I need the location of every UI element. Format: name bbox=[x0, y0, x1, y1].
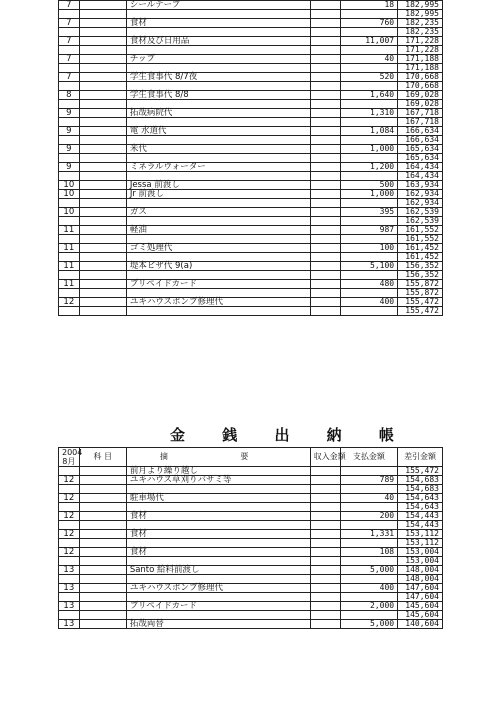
expense-cell: 1,200 bbox=[340, 163, 397, 172]
description-cell: プリペイドカード bbox=[126, 280, 310, 289]
income-cell bbox=[310, 271, 340, 280]
income-cell bbox=[310, 19, 340, 28]
description-cell bbox=[126, 503, 310, 512]
income-cell bbox=[310, 190, 340, 199]
table-row bbox=[59, 566, 443, 575]
income-cell bbox=[310, 172, 340, 181]
expense-cell: 395 bbox=[340, 208, 397, 217]
subject-cell bbox=[79, 557, 126, 566]
expense-cell: 1,084 bbox=[340, 127, 397, 136]
balance-cell: 155,472 bbox=[398, 298, 443, 307]
ledger-table-bottom bbox=[58, 447, 443, 629]
income-cell bbox=[310, 145, 340, 154]
balance-cell: 169,028 bbox=[398, 91, 443, 100]
table-row bbox=[59, 530, 443, 539]
description-header-2: 要 bbox=[240, 452, 249, 461]
subject-cell bbox=[79, 575, 126, 584]
income-cell bbox=[310, 566, 340, 575]
income-cell bbox=[310, 244, 340, 253]
description-cell: チップ bbox=[126, 55, 310, 64]
description-header-1: 摘 bbox=[159, 452, 168, 461]
income-cell bbox=[310, 539, 340, 548]
balance-cell: 165,634 bbox=[398, 145, 443, 154]
expense-cell: 480 bbox=[340, 280, 397, 289]
day-cell: 8 bbox=[59, 91, 80, 100]
balance-cell: 161,552 bbox=[398, 235, 443, 244]
expense-cell: 11,007 bbox=[340, 37, 397, 46]
expense-cell: 200 bbox=[340, 512, 397, 521]
income-cell bbox=[310, 262, 340, 271]
day-cell: 7 bbox=[59, 19, 80, 28]
description-cell bbox=[126, 217, 310, 226]
table-row bbox=[59, 262, 443, 271]
income-cell bbox=[310, 82, 340, 91]
description-cell: ユキハウスポンプ修理代 bbox=[126, 584, 310, 593]
table-row bbox=[59, 584, 443, 593]
balance-cell: 153,004 bbox=[398, 557, 443, 566]
income-cell bbox=[310, 521, 340, 530]
subject-cell bbox=[79, 530, 126, 539]
table-row bbox=[59, 91, 443, 100]
subject-cell bbox=[79, 55, 126, 64]
expense-cell: 100 bbox=[340, 244, 397, 253]
balance-cell: 170,668 bbox=[398, 73, 443, 82]
expense-cell: 5,000 bbox=[340, 620, 397, 629]
income-cell bbox=[310, 476, 340, 485]
expense-cell: 40 bbox=[340, 494, 397, 503]
table-row bbox=[59, 55, 443, 64]
balance-cell: 161,552 bbox=[398, 226, 443, 235]
description-cell: 食材 bbox=[126, 548, 310, 557]
income-cell bbox=[310, 127, 340, 136]
table-row bbox=[59, 476, 443, 485]
subject-cell bbox=[79, 46, 126, 55]
balance-cell: 147,604 bbox=[398, 584, 443, 593]
description-cell: 食材 bbox=[126, 19, 310, 28]
table-row bbox=[59, 307, 443, 316]
month-label: 8月 bbox=[62, 457, 76, 466]
balance-cell: 148,004 bbox=[398, 575, 443, 584]
day-cell: 7 bbox=[59, 73, 80, 82]
day-cell: 9 bbox=[59, 163, 80, 172]
income-cell bbox=[310, 154, 340, 163]
expense-cell: 1,000 bbox=[340, 145, 397, 154]
day-cell: 12 bbox=[59, 530, 80, 539]
income-cell bbox=[310, 611, 340, 620]
income-cell bbox=[310, 253, 340, 262]
balance-cell: 161,452 bbox=[398, 244, 443, 253]
income-cell bbox=[310, 280, 340, 289]
income-cell bbox=[310, 494, 340, 503]
subject-cell bbox=[79, 64, 126, 73]
description-cell: ユキハウス草刈りバサミ等 bbox=[126, 476, 310, 485]
description-cell: 学生食事代 8/8 bbox=[126, 91, 310, 100]
subject-cell bbox=[79, 548, 126, 557]
subject-cell bbox=[79, 37, 126, 46]
description-cell bbox=[126, 199, 310, 208]
balance-cell: 155,872 bbox=[398, 280, 443, 289]
subject-cell bbox=[79, 620, 126, 629]
balance-cell: 154,443 bbox=[398, 521, 443, 530]
description-cell: Santo 給料前渡し bbox=[126, 566, 310, 575]
description-cell: プリペイドカード bbox=[126, 602, 310, 611]
table-row bbox=[59, 145, 443, 154]
income-cell bbox=[310, 593, 340, 602]
expense-cell: 2,000 bbox=[340, 602, 397, 611]
subject-cell bbox=[79, 1, 126, 10]
income-cell bbox=[310, 100, 340, 109]
balance-header: 差引金額 bbox=[398, 448, 443, 467]
balance-cell: 140,604 bbox=[398, 620, 443, 629]
balance-cell: 165,634 bbox=[398, 154, 443, 163]
day-cell: 9 bbox=[59, 109, 80, 118]
balance-cell: 182,235 bbox=[398, 19, 443, 28]
table-row bbox=[59, 280, 443, 289]
balance-cell: 154,443 bbox=[398, 512, 443, 521]
table-row bbox=[59, 109, 443, 118]
expense-cell: 400 bbox=[340, 584, 397, 593]
subject-cell bbox=[79, 118, 126, 127]
subject-cell bbox=[79, 172, 126, 181]
subject-cell bbox=[79, 271, 126, 280]
subject-cell bbox=[79, 226, 126, 235]
subject-cell bbox=[79, 136, 126, 145]
balance-cell: 171,188 bbox=[398, 64, 443, 73]
subject-cell bbox=[79, 199, 126, 208]
income-cell bbox=[310, 235, 340, 244]
expense-cell: 108 bbox=[340, 548, 397, 557]
balance-cell: 167,718 bbox=[398, 109, 443, 118]
day-cell: 10 bbox=[59, 190, 80, 199]
subject-cell bbox=[79, 467, 126, 476]
expense-cell: 18 bbox=[340, 1, 397, 10]
subject-cell bbox=[79, 145, 126, 154]
table-row bbox=[59, 1, 443, 10]
expense-cell: 520 bbox=[340, 73, 397, 82]
income-cell bbox=[310, 91, 340, 100]
description-cell: ゴミ処理代 bbox=[126, 244, 310, 253]
description-cell: Jr 前渡し bbox=[126, 190, 310, 199]
expense-cell: 1,331 bbox=[340, 530, 397, 539]
balance-cell: 182,995 bbox=[398, 1, 443, 10]
expense-cell: 1,640 bbox=[340, 91, 397, 100]
balance-cell: 182,235 bbox=[398, 28, 443, 37]
subject-cell bbox=[79, 512, 126, 521]
subject-cell bbox=[79, 539, 126, 548]
balance-cell: 154,643 bbox=[398, 494, 443, 503]
description-cell bbox=[126, 521, 310, 530]
table-row bbox=[59, 512, 443, 521]
balance-cell: 164,434 bbox=[398, 172, 443, 181]
subject-cell bbox=[79, 82, 126, 91]
income-cell bbox=[310, 584, 340, 593]
subject-cell bbox=[79, 289, 126, 298]
income-cell bbox=[310, 226, 340, 235]
income-cell bbox=[310, 467, 340, 476]
description-cell: 食材 bbox=[126, 512, 310, 521]
income-cell bbox=[310, 557, 340, 566]
balance-cell: 154,643 bbox=[398, 503, 443, 512]
day-cell: 13 bbox=[59, 566, 80, 575]
day-cell: 12 bbox=[59, 548, 80, 557]
income-cell bbox=[310, 37, 340, 46]
balance-cell: 145,604 bbox=[398, 602, 443, 611]
balance-cell: 145,604 bbox=[398, 611, 443, 620]
income-cell bbox=[310, 199, 340, 208]
description-cell: 軽油 bbox=[126, 226, 310, 235]
subject-cell bbox=[79, 262, 126, 271]
income-cell bbox=[310, 289, 340, 298]
table-row bbox=[59, 208, 443, 217]
description-header bbox=[126, 448, 310, 467]
subject-cell bbox=[79, 163, 126, 172]
income-cell bbox=[310, 307, 340, 316]
subject-cell bbox=[79, 521, 126, 530]
expense-cell bbox=[340, 307, 397, 316]
subject-cell bbox=[79, 611, 126, 620]
income-cell bbox=[310, 620, 340, 629]
balance-cell: 171,228 bbox=[398, 37, 443, 46]
subject-cell bbox=[79, 181, 126, 190]
balance-cell: 156,352 bbox=[398, 271, 443, 280]
day-cell: 11 bbox=[59, 226, 80, 235]
income-cell bbox=[310, 575, 340, 584]
description-cell: Jessa 前渡し bbox=[126, 181, 310, 190]
income-cell bbox=[310, 217, 340, 226]
day-cell: 13 bbox=[59, 620, 80, 629]
income-cell bbox=[310, 109, 340, 118]
ledger-title: 金 銭 出 納 帳 bbox=[170, 426, 410, 444]
subject-cell bbox=[79, 476, 126, 485]
balance-cell: 171,188 bbox=[398, 55, 443, 64]
subject-header: 科 目 bbox=[79, 448, 126, 467]
day-cell: 10 bbox=[59, 208, 80, 217]
day-cell: 7 bbox=[59, 55, 80, 64]
expense-cell: 1,000 bbox=[340, 190, 397, 199]
subject-cell bbox=[79, 593, 126, 602]
balance-cell: 166,634 bbox=[398, 136, 443, 145]
balance-cell: 153,004 bbox=[398, 548, 443, 557]
description-cell bbox=[126, 10, 310, 19]
table-row bbox=[59, 163, 443, 172]
expense-cell: 5,000 bbox=[340, 566, 397, 575]
income-cell bbox=[310, 46, 340, 55]
income-header: 収入金額 bbox=[310, 448, 340, 467]
description-cell bbox=[126, 136, 310, 145]
table-row bbox=[59, 226, 443, 235]
subject-cell bbox=[79, 10, 126, 19]
description-cell: 拓哉両替 bbox=[126, 620, 310, 629]
day-cell: 9 bbox=[59, 145, 80, 154]
subject-cell bbox=[79, 494, 126, 503]
balance-cell: 153,112 bbox=[398, 530, 443, 539]
subject-cell bbox=[79, 298, 126, 307]
ledger-bottom-body bbox=[59, 467, 443, 629]
balance-cell: 170,668 bbox=[398, 82, 443, 91]
balance-cell: 148,004 bbox=[398, 566, 443, 575]
subject-cell bbox=[79, 235, 126, 244]
subject-cell bbox=[79, 208, 126, 217]
subject-cell bbox=[79, 307, 126, 316]
balance-cell: 162,934 bbox=[398, 190, 443, 199]
description-cell: 米代 bbox=[126, 145, 310, 154]
table-row bbox=[59, 127, 443, 136]
income-cell bbox=[310, 55, 340, 64]
table-row bbox=[59, 602, 443, 611]
expense-cell: 789 bbox=[340, 476, 397, 485]
expense-cell: 760 bbox=[340, 19, 397, 28]
balance-cell: 162,539 bbox=[398, 217, 443, 226]
income-cell bbox=[310, 118, 340, 127]
balance-cell: 162,539 bbox=[398, 208, 443, 217]
day-cell: 7 bbox=[59, 1, 80, 10]
subject-cell bbox=[79, 73, 126, 82]
description-cell: シールテープ bbox=[126, 1, 310, 10]
balance-cell: 163,934 bbox=[398, 181, 443, 190]
description-cell: 食材 bbox=[126, 530, 310, 539]
balance-cell: 167,718 bbox=[398, 118, 443, 127]
subject-cell bbox=[79, 584, 126, 593]
balance-cell: 166,634 bbox=[398, 127, 443, 136]
table-row bbox=[59, 37, 443, 46]
table-row bbox=[59, 19, 443, 28]
income-cell bbox=[310, 548, 340, 557]
balance-cell: 154,683 bbox=[398, 476, 443, 485]
balance-cell: 153,112 bbox=[398, 539, 443, 548]
table-row bbox=[59, 244, 443, 253]
description-cell: 食材及び日用品 bbox=[126, 37, 310, 46]
balance-cell: 169,028 bbox=[398, 100, 443, 109]
day-cell: 12 bbox=[59, 512, 80, 521]
description-cell: 前月より繰り越し bbox=[126, 467, 310, 476]
table-row bbox=[59, 494, 443, 503]
subject-cell bbox=[79, 244, 126, 253]
description-cell: ユキハウスポンプ修理代 bbox=[126, 298, 310, 307]
balance-cell: 156,352 bbox=[398, 262, 443, 271]
day-cell: 12 bbox=[59, 298, 80, 307]
table-row bbox=[59, 190, 443, 199]
expense-cell: 500 bbox=[340, 181, 397, 190]
description-cell: 学生食事代 8/7夜 bbox=[126, 73, 310, 82]
description-cell bbox=[126, 307, 310, 316]
day-cell: 7 bbox=[59, 37, 80, 46]
table-row bbox=[59, 73, 443, 82]
description-cell: 拓哉病院代 bbox=[126, 109, 310, 118]
table-row bbox=[59, 620, 443, 629]
income-cell bbox=[310, 181, 340, 190]
subject-cell bbox=[79, 154, 126, 163]
description-cell: ミネラルウォーター bbox=[126, 163, 310, 172]
expense-cell: 400 bbox=[340, 298, 397, 307]
ledger-header-row bbox=[59, 448, 443, 467]
balance-cell: 155,872 bbox=[398, 289, 443, 298]
day-cell: 13 bbox=[59, 584, 80, 593]
ledger-table-top bbox=[58, 0, 443, 316]
income-cell bbox=[310, 503, 340, 512]
balance-cell: 162,934 bbox=[398, 199, 443, 208]
table-row bbox=[59, 298, 443, 307]
expense-cell: 1,310 bbox=[340, 109, 397, 118]
balance-cell: 161,452 bbox=[398, 253, 443, 262]
subject-cell bbox=[79, 28, 126, 37]
day-cell: 9 bbox=[59, 127, 80, 136]
balance-cell: 171,228 bbox=[398, 46, 443, 55]
day-cell: 11 bbox=[59, 244, 80, 253]
ledger-top-body bbox=[59, 1, 443, 316]
expense-header: 支払金額 bbox=[340, 448, 397, 467]
income-cell bbox=[310, 208, 340, 217]
day-cell: 10 bbox=[59, 181, 80, 190]
subject-cell bbox=[79, 190, 126, 199]
income-cell bbox=[310, 73, 340, 82]
subject-cell bbox=[79, 127, 126, 136]
income-cell bbox=[310, 298, 340, 307]
subject-cell bbox=[79, 280, 126, 289]
balance-cell: 182,995 bbox=[398, 10, 443, 19]
year-month-header bbox=[59, 448, 83, 467]
income-cell bbox=[310, 163, 340, 172]
subject-cell bbox=[79, 19, 126, 28]
income-cell bbox=[310, 64, 340, 73]
day-cell: 11 bbox=[59, 280, 80, 289]
subject-cell bbox=[79, 109, 126, 118]
expense-cell: 987 bbox=[340, 226, 397, 235]
subject-cell bbox=[79, 485, 126, 494]
expense-cell: 5,100 bbox=[340, 262, 397, 271]
subject-cell bbox=[79, 253, 126, 262]
day-cell: 12 bbox=[59, 476, 80, 485]
balance-cell: 154,683 bbox=[398, 485, 443, 494]
income-cell bbox=[310, 530, 340, 539]
day-cell: 13 bbox=[59, 602, 80, 611]
subject-cell bbox=[79, 566, 126, 575]
day-cell bbox=[59, 307, 80, 316]
year-label: 2004 bbox=[62, 448, 83, 457]
description-cell: 電 水道代 bbox=[126, 127, 310, 136]
subject-cell bbox=[79, 503, 126, 512]
table-row bbox=[59, 548, 443, 557]
description-cell: 駐車場代 bbox=[126, 494, 310, 503]
balance-cell: 155,472 bbox=[398, 307, 443, 316]
income-cell bbox=[310, 28, 340, 37]
subject-cell bbox=[79, 100, 126, 109]
day-cell: 12 bbox=[59, 494, 80, 503]
income-cell bbox=[310, 512, 340, 521]
subject-cell bbox=[79, 217, 126, 226]
income-cell bbox=[310, 485, 340, 494]
description-cell: ガス bbox=[126, 208, 310, 217]
income-cell bbox=[310, 1, 340, 10]
description-cell bbox=[126, 539, 310, 548]
subject-cell bbox=[79, 91, 126, 100]
balance-cell: 164,434 bbox=[398, 163, 443, 172]
expense-cell: 40 bbox=[340, 55, 397, 64]
balance-cell: 147,604 bbox=[398, 593, 443, 602]
day-cell: 11 bbox=[59, 262, 80, 271]
subject-cell bbox=[79, 602, 126, 611]
balance-cell: 155,472 bbox=[398, 467, 443, 476]
description-cell: 堤本ビザ代 9(a) bbox=[126, 262, 310, 271]
income-cell bbox=[310, 10, 340, 19]
income-cell bbox=[310, 602, 340, 611]
income-cell bbox=[310, 136, 340, 145]
